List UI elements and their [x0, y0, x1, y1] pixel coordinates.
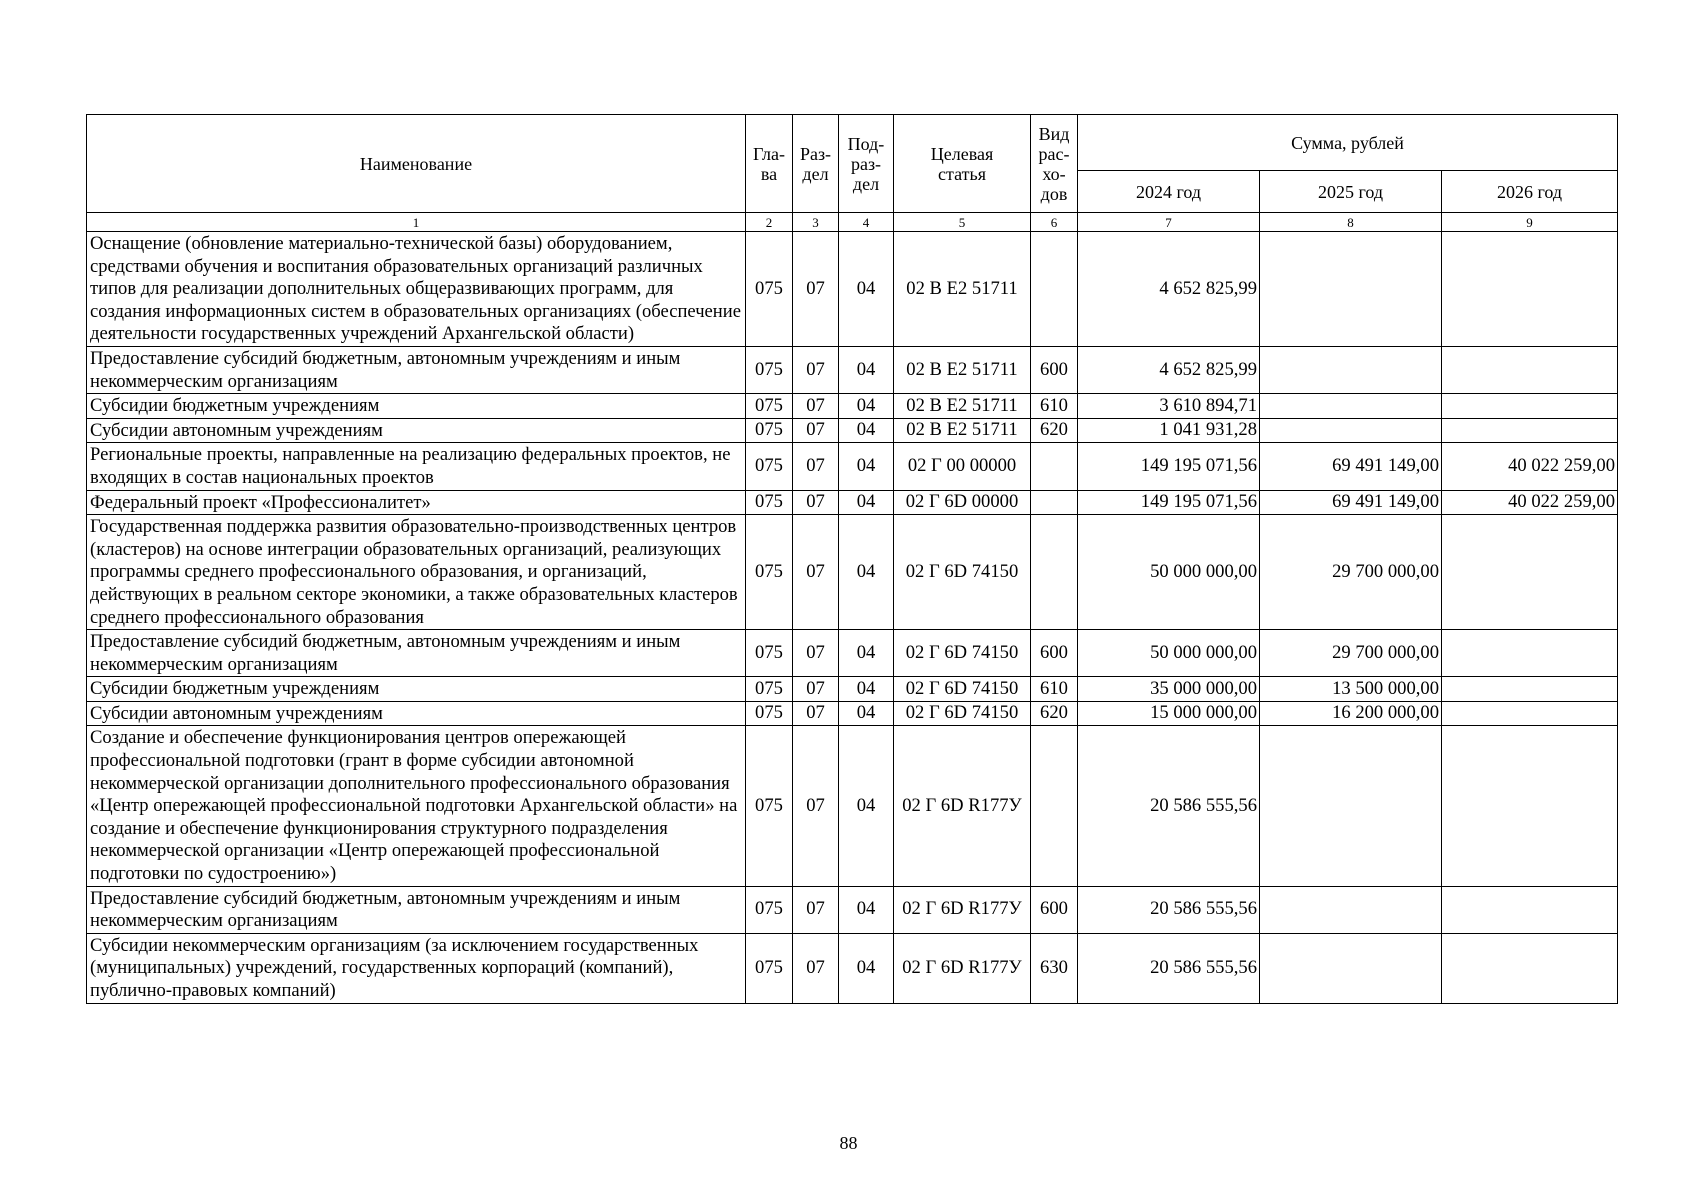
name-cell: Субсидии некоммерческим организациям (за исключением государственных (муниципальных) учреждений, государственных корпораций (компаний), публично-правовых компаний): [87, 933, 746, 1003]
podrazdel-cell: 04: [839, 232, 894, 347]
amount-2024-cell: 20 586 555,56: [1078, 726, 1260, 886]
target-cell: 02 Г 6D 74150: [894, 701, 1031, 726]
name-cell: Федеральный проект «Профессионалитет»: [87, 490, 746, 515]
table-row: [87, 346, 1618, 393]
column-number: 1: [87, 213, 746, 232]
razdel-cell: 07: [793, 677, 839, 702]
amount-2025-cell: [1260, 886, 1442, 933]
amount-2024-cell: 35 000 000,00: [1078, 677, 1260, 702]
table-row: [87, 418, 1618, 443]
header-vid: [1031, 115, 1078, 213]
vid-cell: 600: [1031, 886, 1078, 933]
name-cell: Субсидии бюджетным учреждениям: [87, 394, 746, 419]
podrazdel-cell: 04: [839, 701, 894, 726]
header-target-text: Целевая статья: [930, 143, 994, 184]
amount-2025-cell: 16 200 000,00: [1260, 701, 1442, 726]
target-cell: 02 Г 6D 00000: [894, 490, 1031, 515]
target-cell: 02 Г 6D R177У: [894, 726, 1031, 886]
glava-cell: 075: [746, 630, 793, 677]
amount-2026-cell: 40 022 259,00: [1442, 490, 1618, 515]
name-cell: Региональные проекты, направленные на реализацию федеральных проектов, не входящих в состав национальных проектов: [87, 443, 746, 490]
amount-2025-cell: 29 700 000,00: [1260, 630, 1442, 677]
table-row: [87, 677, 1618, 702]
table-row: [87, 701, 1618, 726]
amount-2026-cell: [1442, 418, 1618, 443]
budget-table: [86, 114, 1618, 1004]
header-year-2025: 2025 год: [1260, 171, 1442, 213]
column-number: 8: [1260, 213, 1442, 232]
target-cell: 02 Г 6D 74150: [894, 515, 1031, 630]
target-cell: 02 Г 00 00000: [894, 443, 1031, 490]
amount-2025-cell: 69 491 149,00: [1260, 443, 1442, 490]
header-podrazdel: [839, 115, 894, 213]
header-razdel-text: Раз- дел: [799, 143, 832, 184]
amount-2024-cell: 4 652 825,99: [1078, 232, 1260, 347]
glava-cell: 075: [746, 443, 793, 490]
target-cell: 02 В Е2 51711: [894, 232, 1031, 347]
target-cell: 02 Г 6D R177У: [894, 933, 1031, 1003]
razdel-cell: 07: [793, 886, 839, 933]
column-number: 5: [894, 213, 1031, 232]
amount-2026-cell: [1442, 677, 1618, 702]
table-row: [87, 933, 1618, 1003]
amount-2024-cell: 3 610 894,71: [1078, 394, 1260, 419]
name-cell: Субсидии автономным учреждениям: [87, 701, 746, 726]
name-cell: Субсидии бюджетным учреждениям: [87, 677, 746, 702]
razdel-cell: 07: [793, 726, 839, 886]
target-cell: 02 Г 6D 74150: [894, 630, 1031, 677]
amount-2025-cell: [1260, 346, 1442, 393]
vid-cell: 600: [1031, 630, 1078, 677]
header-name: Наименование: [87, 115, 746, 213]
razdel-cell: 07: [793, 346, 839, 393]
amount-2026-cell: [1442, 886, 1618, 933]
razdel-cell: 07: [793, 701, 839, 726]
target-cell: 02 Г 6D 74150: [894, 677, 1031, 702]
table-row: [87, 490, 1618, 515]
glava-cell: 075: [746, 418, 793, 443]
glava-cell: 075: [746, 933, 793, 1003]
header-razdel: [793, 115, 839, 213]
column-number: 3: [793, 213, 839, 232]
podrazdel-cell: 04: [839, 630, 894, 677]
podrazdel-cell: 04: [839, 886, 894, 933]
amount-2024-cell: 149 195 071,56: [1078, 490, 1260, 515]
amount-2026-cell: 40 022 259,00: [1442, 443, 1618, 490]
vid-cell: 610: [1031, 677, 1078, 702]
razdel-cell: 07: [793, 443, 839, 490]
page-number: 88: [839, 1133, 858, 1153]
amount-2025-cell: [1260, 933, 1442, 1003]
amount-2024-cell: 50 000 000,00: [1078, 515, 1260, 630]
podrazdel-cell: 04: [839, 443, 894, 490]
vid-cell: 620: [1031, 418, 1078, 443]
vid-cell: 620: [1031, 701, 1078, 726]
vid-cell: [1031, 443, 1078, 490]
razdel-cell: 07: [793, 418, 839, 443]
name-cell: Предоставление субсидий бюджетным, автономным учреждениям и иным некоммерческим организациям: [87, 630, 746, 677]
glava-cell: 075: [746, 515, 793, 630]
header-podrazdel-text: Под- раз- дел: [847, 133, 885, 194]
header-year-2024: 2024 год: [1078, 171, 1260, 213]
amount-2025-cell: [1260, 394, 1442, 419]
podrazdel-cell: 04: [839, 490, 894, 515]
glava-cell: 075: [746, 490, 793, 515]
amount-2026-cell: [1442, 232, 1618, 347]
amount-2025-cell: [1260, 418, 1442, 443]
glava-cell: 075: [746, 886, 793, 933]
glava-cell: 075: [746, 701, 793, 726]
target-cell: 02 Г 6D R177У: [894, 886, 1031, 933]
amount-2024-cell: 50 000 000,00: [1078, 630, 1260, 677]
header-year-2026: 2026 год: [1442, 171, 1618, 213]
amount-2024-cell: 20 586 555,56: [1078, 886, 1260, 933]
razdel-cell: 07: [793, 232, 839, 347]
column-number: 6: [1031, 213, 1078, 232]
amount-2024-cell: 20 586 555,56: [1078, 933, 1260, 1003]
amount-2026-cell: [1442, 933, 1618, 1003]
razdel-cell: 07: [793, 630, 839, 677]
amount-2024-cell: 1 041 931,28: [1078, 418, 1260, 443]
amount-2026-cell: [1442, 515, 1618, 630]
table-row: [87, 394, 1618, 419]
name-cell: Государственная поддержка развития образовательно-производственных центров (кластеров) на основе интеграции образовательных организаций, реализующих программы среднего профессионального образования, и организаций, действующих в реальном секторе экономики, а также образовательных кластеров среднего профессионального образования: [87, 515, 746, 630]
name-cell: Субсидии автономным учреждениям: [87, 418, 746, 443]
table-row: [87, 886, 1618, 933]
header-glava-text: Гла- ва: [752, 143, 786, 184]
table-body: [87, 213, 1618, 1004]
target-cell: 02 В Е2 51711: [894, 346, 1031, 393]
table-row: [87, 515, 1618, 630]
vid-cell: 630: [1031, 933, 1078, 1003]
podrazdel-cell: 04: [839, 933, 894, 1003]
amount-2025-cell: [1260, 232, 1442, 347]
podrazdel-cell: 04: [839, 394, 894, 419]
podrazdel-cell: 04: [839, 677, 894, 702]
amount-2024-cell: 149 195 071,56: [1078, 443, 1260, 490]
razdel-cell: 07: [793, 394, 839, 419]
table-row: [87, 232, 1618, 347]
table-row: [87, 726, 1618, 886]
podrazdel-cell: 04: [839, 418, 894, 443]
razdel-cell: 07: [793, 490, 839, 515]
amount-2025-cell: 13 500 000,00: [1260, 677, 1442, 702]
vid-cell: [1031, 490, 1078, 515]
razdel-cell: 07: [793, 933, 839, 1003]
column-number: 4: [839, 213, 894, 232]
amount-2025-cell: 69 491 149,00: [1260, 490, 1442, 515]
column-number-row: [87, 213, 1618, 232]
vid-cell: [1031, 515, 1078, 630]
podrazdel-cell: 04: [839, 346, 894, 393]
column-number: 9: [1442, 213, 1618, 232]
name-cell: Предоставление субсидий бюджетным, автономным учреждениям и иным некоммерческим организациям: [87, 886, 746, 933]
name-cell: Создание и обеспечение функционирования центров опережающей профессиональной подготовки (грант в форме субсидии автономной некоммерческой организации дополнительного профессионального образования «Центр опережающей профессиональной подготовки Архангельской области» на создание и обеспечение функционирования структурного подразделения некоммерческой организации «Центр опережающей профессиональной подготовки по судостроению»): [87, 726, 746, 886]
amount-2026-cell: [1442, 726, 1618, 886]
name-cell: Предоставление субсидий бюджетным, автономным учреждениям и иным некоммерческим организациям: [87, 346, 746, 393]
amount-2026-cell: [1442, 346, 1618, 393]
vid-cell: 610: [1031, 394, 1078, 419]
amount-2024-cell: 15 000 000,00: [1078, 701, 1260, 726]
target-cell: 02 В Е2 51711: [894, 418, 1031, 443]
vid-cell: [1031, 232, 1078, 347]
amount-2025-cell: [1260, 726, 1442, 886]
amount-2026-cell: [1442, 701, 1618, 726]
glava-cell: 075: [746, 232, 793, 347]
vid-cell: 600: [1031, 346, 1078, 393]
name-cell: Оснащение (обновление материально-технической базы) оборудованием, средствами обучения и воспитания образовательных организаций различных типов для реализации дополнительных общеразвивающих программ, для создания информационных систем в образовательных организациях (обеспечение деятельности государственных учреждений Архангельской области): [87, 232, 746, 347]
podrazdel-cell: 04: [839, 726, 894, 886]
glava-cell: 075: [746, 726, 793, 886]
amount-2026-cell: [1442, 394, 1618, 419]
header-sum: Сумма, рублей: [1078, 115, 1618, 171]
table-row: [87, 630, 1618, 677]
table-row: [87, 443, 1618, 490]
header-vid-text: Вид рас- хо- дов: [1038, 123, 1070, 204]
header-row-1: [87, 115, 1618, 171]
amount-2025-cell: 29 700 000,00: [1260, 515, 1442, 630]
amount-2026-cell: [1442, 630, 1618, 677]
vid-cell: [1031, 726, 1078, 886]
amount-2024-cell: 4 652 825,99: [1078, 346, 1260, 393]
header-glava: [746, 115, 793, 213]
column-number: 2: [746, 213, 793, 232]
podrazdel-cell: 04: [839, 515, 894, 630]
header-target: [894, 115, 1031, 213]
glava-cell: 075: [746, 346, 793, 393]
column-number: 7: [1078, 213, 1260, 232]
glava-cell: 075: [746, 394, 793, 419]
razdel-cell: 07: [793, 515, 839, 630]
target-cell: 02 В Е2 51711: [894, 394, 1031, 419]
glava-cell: 075: [746, 677, 793, 702]
